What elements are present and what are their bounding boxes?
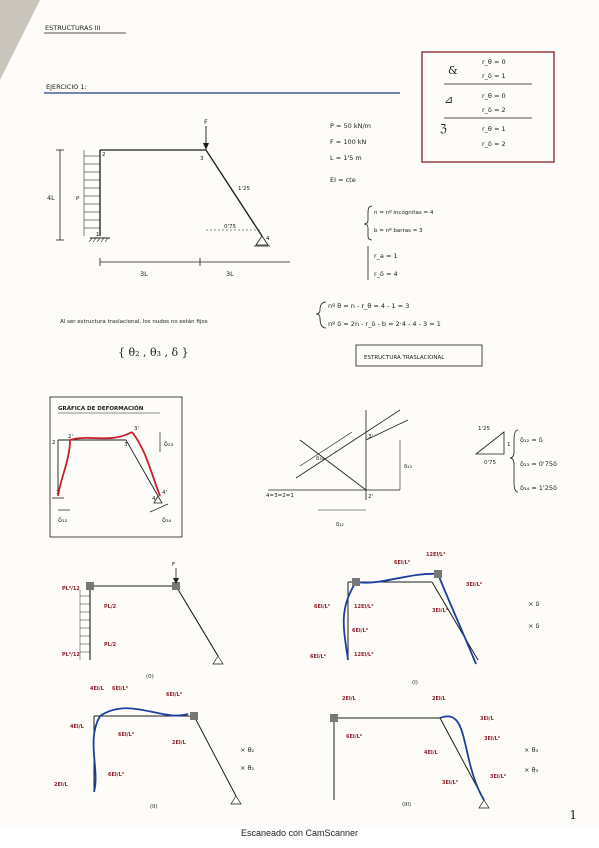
svg-text:6EI/L²: 6EI/L² (166, 692, 182, 698)
state-0-diagram (80, 568, 223, 664)
svg-text:4EI/L: 4EI/L (424, 750, 438, 756)
svg-text:6EI/L²: 6EI/L² (118, 732, 134, 738)
svg-text:12EI/L³: 12EI/L³ (354, 604, 374, 610)
svg-text:6EI/L²: 6EI/L² (394, 560, 410, 566)
svg-text:× θ₃: × θ₃ (524, 746, 539, 754)
force-f-label: F (204, 118, 208, 126)
svg-text:1: 1 (56, 490, 60, 496)
deformation-plot (52, 432, 168, 512)
williot-d23: δ₂₃ (404, 464, 412, 470)
svg-text:× θ₂: × θ₂ (240, 764, 255, 772)
deformation-d34: δ₃₄ (162, 516, 172, 524)
support-row2-a: r_θ = 0 (482, 92, 506, 100)
svg-text:PL/2: PL/2 (104, 604, 117, 610)
svg-text:3EI/L²: 3EI/L² (432, 608, 448, 614)
paper-fold (0, 0, 40, 80)
relation-1: δ₁₂ = δ (520, 436, 543, 444)
unknowns-set: { θ₂ , θ₃ , δ } (118, 346, 189, 359)
svg-text:2EI/L: 2EI/L (172, 740, 186, 746)
support-row3-a: r_θ = 1 (482, 125, 506, 133)
main-frame (56, 126, 290, 266)
statement-text: Al ser estructura traslacional, los nudos no están fijos (60, 319, 208, 325)
height-label: 4L (47, 194, 55, 202)
svg-text:4EI/L: 4EI/L (70, 724, 84, 730)
svg-text:3EI/L: 3EI/L (480, 716, 494, 722)
state-1-label: (I) (412, 680, 418, 686)
svg-text:3: 3 (200, 156, 204, 162)
svg-text:2EI/L: 2EI/L (342, 696, 356, 702)
state-0-label: (0) (146, 674, 154, 680)
svg-text:2: 2 (52, 440, 56, 446)
ei-value: EI = cte (330, 176, 356, 184)
svg-text:1: 1 (96, 232, 100, 238)
support-row1-a: r_θ = 0 (482, 58, 506, 66)
svg-text:2': 2' (368, 494, 374, 500)
deformation-d23: δ₂₃ (164, 440, 174, 448)
svg-text:ℨ: ℨ (440, 122, 447, 135)
load-f-value: F = 100 kN (330, 138, 367, 146)
svg-text:6EI/L²: 6EI/L² (310, 654, 326, 660)
deformation-title: GRÁFICA DE DEFORMACIÓN (58, 406, 144, 412)
svg-text:PL²/12: PL²/12 (62, 652, 80, 658)
state-2-label: (II) (150, 804, 158, 810)
support-row3-b: r_δ = 2 (482, 140, 506, 148)
svg-text:6EI/L²: 6EI/L² (346, 734, 362, 740)
svg-text:12EI/L³: 12EI/L³ (426, 552, 446, 558)
support-row2-b: r_δ = 2 (482, 106, 506, 114)
state-1-diagram (344, 570, 478, 664)
count-rd: r_δ = 4 (374, 270, 398, 278)
deformation-d12: δ₁₂ (58, 516, 68, 524)
svg-text:× θ₃: × θ₃ (524, 766, 539, 774)
svg-text:&: & (448, 64, 458, 77)
svg-text:3: 3 (124, 442, 128, 448)
williot-d12: δ₁₂ (336, 522, 344, 528)
svg-text:12EI/L³: 12EI/L³ (354, 652, 374, 658)
svg-text:4: 4 (152, 496, 156, 502)
length-right-label: 3L (226, 270, 234, 278)
load-p-value: P = 50 kN/m (330, 122, 371, 130)
relation-3: δ₃₄ = 1'25δ (520, 484, 557, 492)
load-p-label: P (76, 196, 80, 202)
svg-text:3': 3' (134, 426, 140, 432)
relation-2: δ₂₃ = 0'75δ (520, 460, 557, 468)
svg-text:3': 3' (368, 434, 374, 440)
svg-text:PL/2: PL/2 (104, 642, 117, 648)
svg-text:× θ₂: × θ₂ (240, 746, 255, 754)
svg-text:6EI/L²: 6EI/L² (314, 604, 330, 610)
svg-text:3EI/L²: 3EI/L² (442, 780, 458, 786)
svg-text:4EI/L: 4EI/L (90, 686, 104, 692)
svg-text:3EI/L²: 3EI/L² (490, 774, 506, 780)
state-3-diagram (330, 714, 489, 808)
count-n: n = nº incógnitas = 4 (374, 210, 434, 216)
svg-text:1'25: 1'25 (238, 186, 251, 192)
svg-text:1'25: 1'25 (478, 426, 491, 432)
ratio-triangle (476, 432, 504, 454)
svg-text:4': 4' (162, 490, 168, 496)
page-number: 1 (569, 808, 577, 822)
svg-text:1: 1 (507, 442, 511, 448)
svg-text:× δ: × δ (528, 622, 540, 630)
svg-text:6EI/L²: 6EI/L² (112, 686, 128, 692)
svg-text:3EI/L²: 3EI/L² (484, 736, 500, 742)
svg-text:0'75: 0'75 (224, 224, 237, 230)
svg-text:2EI/L: 2EI/L (54, 782, 68, 788)
count-b: b = nº barras = 3 (374, 228, 423, 234)
svg-text:F: F (172, 562, 176, 568)
dof-theta: nº θ = n - r_θ = 4 - 1 = 3 (328, 302, 410, 310)
course-title: ESTRUCTURAS III (45, 24, 101, 32)
support-row1-b: r_δ = 1 (482, 72, 506, 80)
svg-text:2: 2 (102, 152, 106, 158)
williot-d34: δ₃₄ (316, 456, 324, 462)
svg-text:6EI/L²: 6EI/L² (352, 628, 368, 634)
length-l-value: L = 1'5 m (330, 154, 362, 162)
badge-text: ESTRUCTURA TRASLACIONAL (364, 355, 445, 361)
svg-text:0'75: 0'75 (484, 460, 497, 466)
state-3-label: (III) (402, 802, 412, 808)
williot-base: 4=3=2=1 (266, 493, 294, 499)
svg-text:× δ: × δ (528, 600, 540, 608)
svg-text:4: 4 (266, 236, 270, 242)
state-2-diagram (94, 708, 241, 804)
svg-text:2EI/L: 2EI/L (432, 696, 446, 702)
exercise-title: EJERCICIO 1: (46, 83, 87, 91)
dof-delta: nº δ = 2n - r_δ - b = 2·4 - 4 - 3 = 1 (328, 320, 441, 328)
svg-text:6EI/L²: 6EI/L² (108, 772, 124, 778)
svg-text:PL²/12: PL²/12 (62, 586, 80, 592)
svg-text:⊿: ⊿ (444, 93, 454, 106)
svg-text:3EI/L²: 3EI/L² (466, 582, 482, 588)
count-ra: r_a = 1 (374, 252, 398, 260)
length-left-label: 3L (140, 270, 148, 278)
scanner-footer: Escaneado con CamScanner (0, 826, 599, 848)
svg-text:2': 2' (68, 434, 74, 440)
